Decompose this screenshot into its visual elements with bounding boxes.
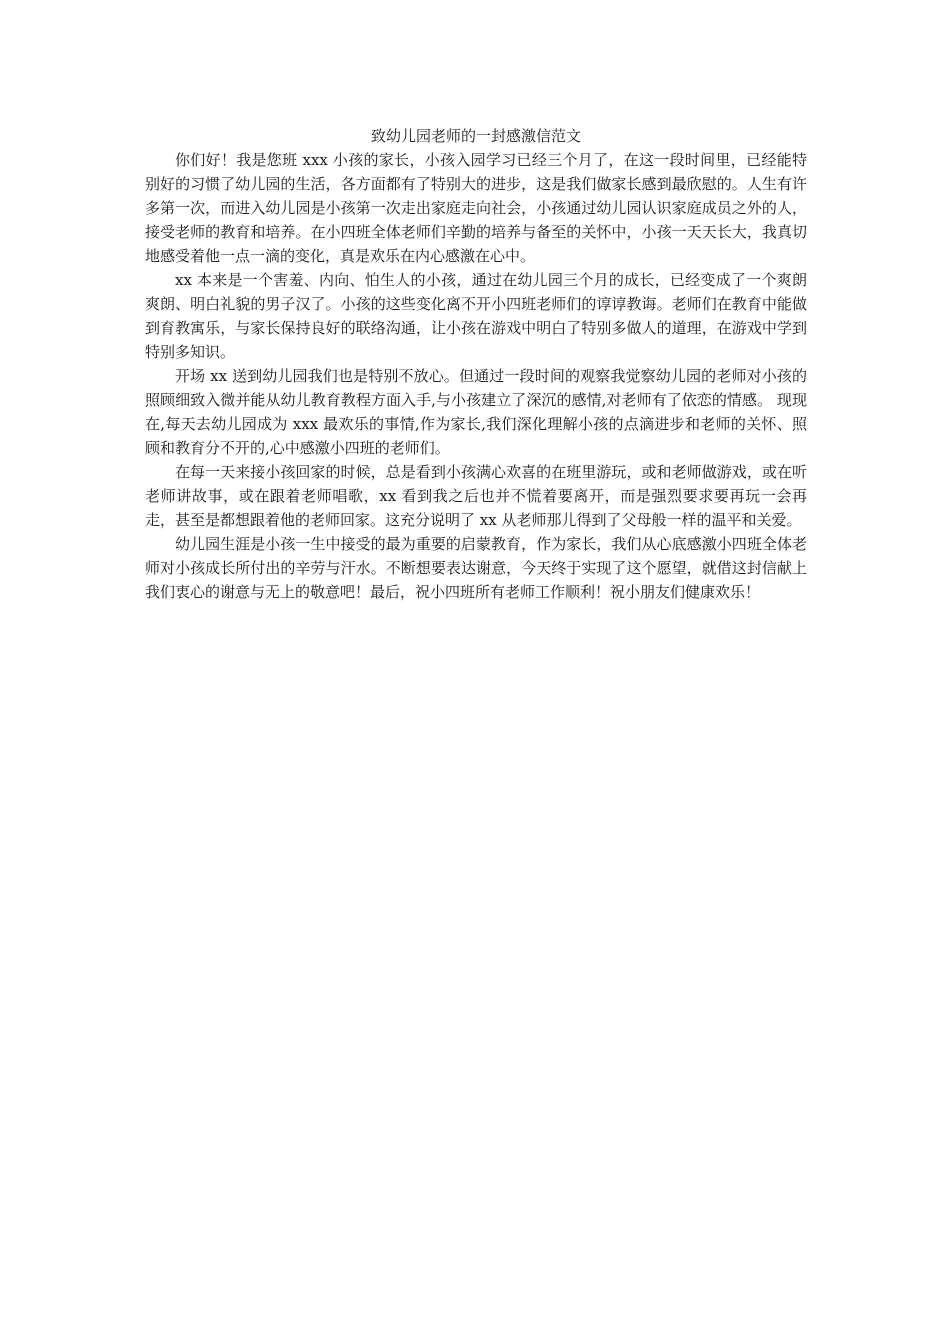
document-body xyxy=(145,124,807,604)
paragraph-initial-worry: 开场 xx 送到幼儿园我们也是特别不放心。但通过一段时间的观察我觉察幼儿园的老师对小孩的照顾细致入微并能从幼儿教育教程方面入手,与小孩建立了深沉的感情,对老师有了依恋的情感。 现现在,每天去幼儿园成为 xxx 最欢乐的事情,作为家长,我们深化理解小孩的点滴进步和老师的关怀、照顾和教育分不开的,心中感激小四班的老师们。 xyxy=(145,367,807,457)
document-title: 致幼儿园老师的一封感激信范文 xyxy=(370,127,581,145)
paragraph-greeting: 你们好！我是您班 xxx 小孩的家长，小孩入园学习已经三个月了，在这一段时间里，已经能特别好的习惯了幼儿园的生活，各方面都有了特别大的进步，这是我们做家长感到最欣慰的。人生有许多第一次，而进入幼儿园是小孩第一次走出家庭走向社会，小孩通过幼儿园认识家庭成员之外的人，接受老师的教育和培养。在小四班全体老师们辛勤的培养与备至的关怀中，小孩一天天长大，我真切地感受着他一点一滴的变化，真是欢乐在内心感激在心中。 xyxy=(145,151,807,265)
paragraph-closing: 幼儿园生涯是小孩一生中接受的最为重要的启蒙教育，作为家长，我们从心底感激小四班全体老师对小孩成长所付出的辛劳与汗水。不断想要表达谢意，今天终于实现了这个愿望，就借这封信献上我们衷心的谢意与无上的敬意吧！最后，祝小四班所有老师工作顺利！祝小朋友们健康欢乐！ xyxy=(145,535,807,601)
paragraph-pickup: 在每一天来接小孩回家的时候，总是看到小孩满心欢喜的在班里游玩，或和老师做游戏，或在听老师讲故事，或在跟着老师唱歌，xx 看到我之后也并不慌着要离开，而是强烈要求要再玩一会再走，甚至是都想跟着他的老师回家。这充分说明了 xx 从老师那儿得到了父母般一样的温平和关爱。 xyxy=(145,463,807,529)
paragraph-child-change: xx 本来是一个害羞、内向、怕生人的小孩，通过在幼儿园三个月的成长，已经变成了一个爽朗爽朗、明白礼貌的男子汉了。小孩的这些变化离不开小四班老师们的谆谆教诲。老师们在教育中能做到育教寓乐，与家长保持良好的联络沟通，让小孩在游戏中明白了特别多做人的道理，在游戏中学到特别多知识。 xyxy=(145,271,807,361)
